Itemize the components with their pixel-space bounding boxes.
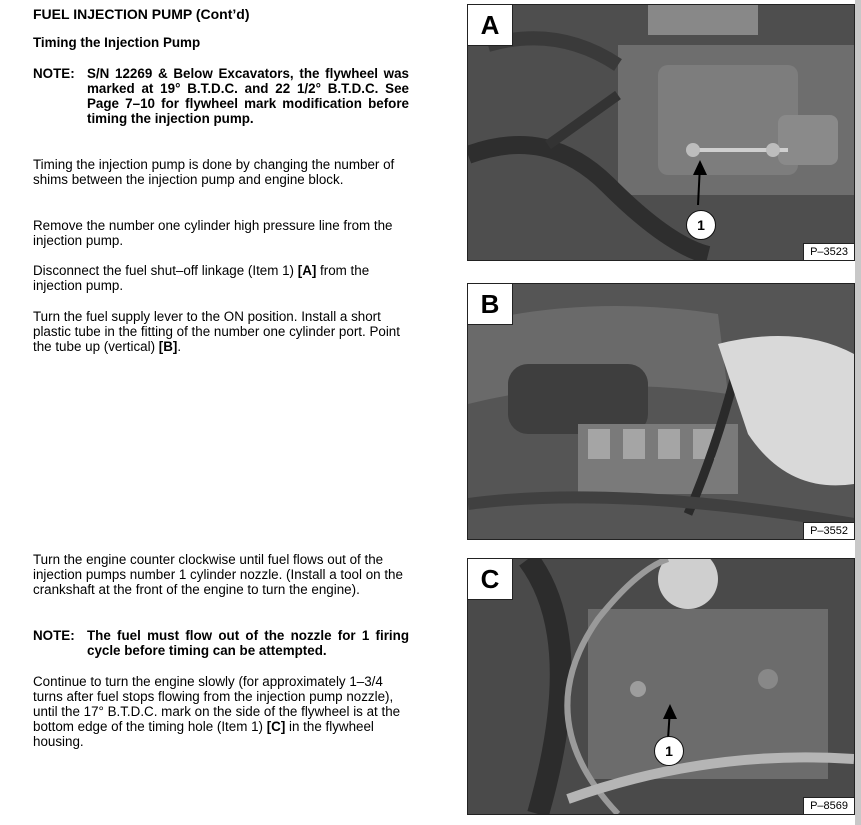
figure-letter: B — [468, 284, 513, 325]
window-edge — [855, 0, 861, 825]
photo-code: P–3552 — [803, 522, 854, 539]
note-text: The fuel must flow out of the nozzle for 1 firing cycle before timing can be attempted. — [87, 628, 409, 658]
figure-a-photo — [467, 4, 855, 261]
item-callout: 1 — [686, 210, 716, 240]
note-label: NOTE: — [33, 66, 75, 81]
figure-ref-b: [B] — [158, 339, 178, 354]
text: . — [177, 339, 182, 354]
plastic-tube-image — [468, 284, 854, 539]
item-callout: 1 — [654, 736, 684, 766]
flywheel-housing-image — [468, 559, 854, 814]
figure-letter: C — [468, 559, 513, 600]
text: Turn the fuel supply lever to the ON position. Install a short plastic tube in the fitting of the number one cylinder port. Point the tube up (vertical) — [33, 309, 400, 354]
photo-code: P–8569 — [803, 797, 854, 814]
text: in the flywheel housing. — [33, 719, 374, 749]
paragraph-fuel-lever — [33, 309, 409, 354]
paragraph-turn-engine: Turn the engine counter clockwise until fuel flows out of the injection pumps number 1 cylinder nozzle. (Install a tool on the crankshaft at the front of the engine to turn the engine). — [33, 552, 403, 597]
text: from the injection pump. — [33, 263, 370, 293]
text: Disconnect the fuel shut–off linkage (Item 1) — [33, 263, 298, 278]
figure-ref-c: [C] — [266, 719, 286, 734]
text: Continue to turn the engine slowly (for approximately 1–3/4 turns after fuel stops flowing from the injection pump nozzle), until the 17° B.T.D.C. mark on the side of the flywheel is at the bottom edge of the timing hole (Item 1) — [33, 674, 401, 734]
note-label: NOTE: — [33, 628, 75, 643]
note-fuel-flow — [33, 628, 409, 658]
figure-c-photo — [467, 558, 855, 815]
section-title: FUEL INJECTION PUMP (Cont’d) — [33, 6, 250, 22]
photo-code: P–3523 — [803, 243, 854, 260]
note-text: S/N 12269 & Below Excavators, the flywheel was marked at 19° B.T.D.C. and 22 1/2° B.T.D.C. See Page 7–10 for flywheel mark modification before timing the injection pump. — [87, 66, 409, 126]
section-subtitle: Timing the Injection Pump — [33, 35, 201, 50]
figure-ref-a: [A] — [297, 263, 317, 278]
paragraph-remove-line: Remove the number one cylinder high pressure line from the injection pump. — [33, 218, 393, 248]
figure-letter: A — [468, 5, 513, 46]
paragraph-continue — [33, 674, 409, 749]
paragraph-disconnect — [33, 263, 409, 293]
paragraph-shims: Timing the injection pump is done by changing the number of shims between the injection pump and engine block. — [33, 157, 395, 187]
note-serial — [33, 66, 409, 126]
figure-b-photo — [467, 283, 855, 540]
engine-pump-image — [468, 5, 854, 260]
